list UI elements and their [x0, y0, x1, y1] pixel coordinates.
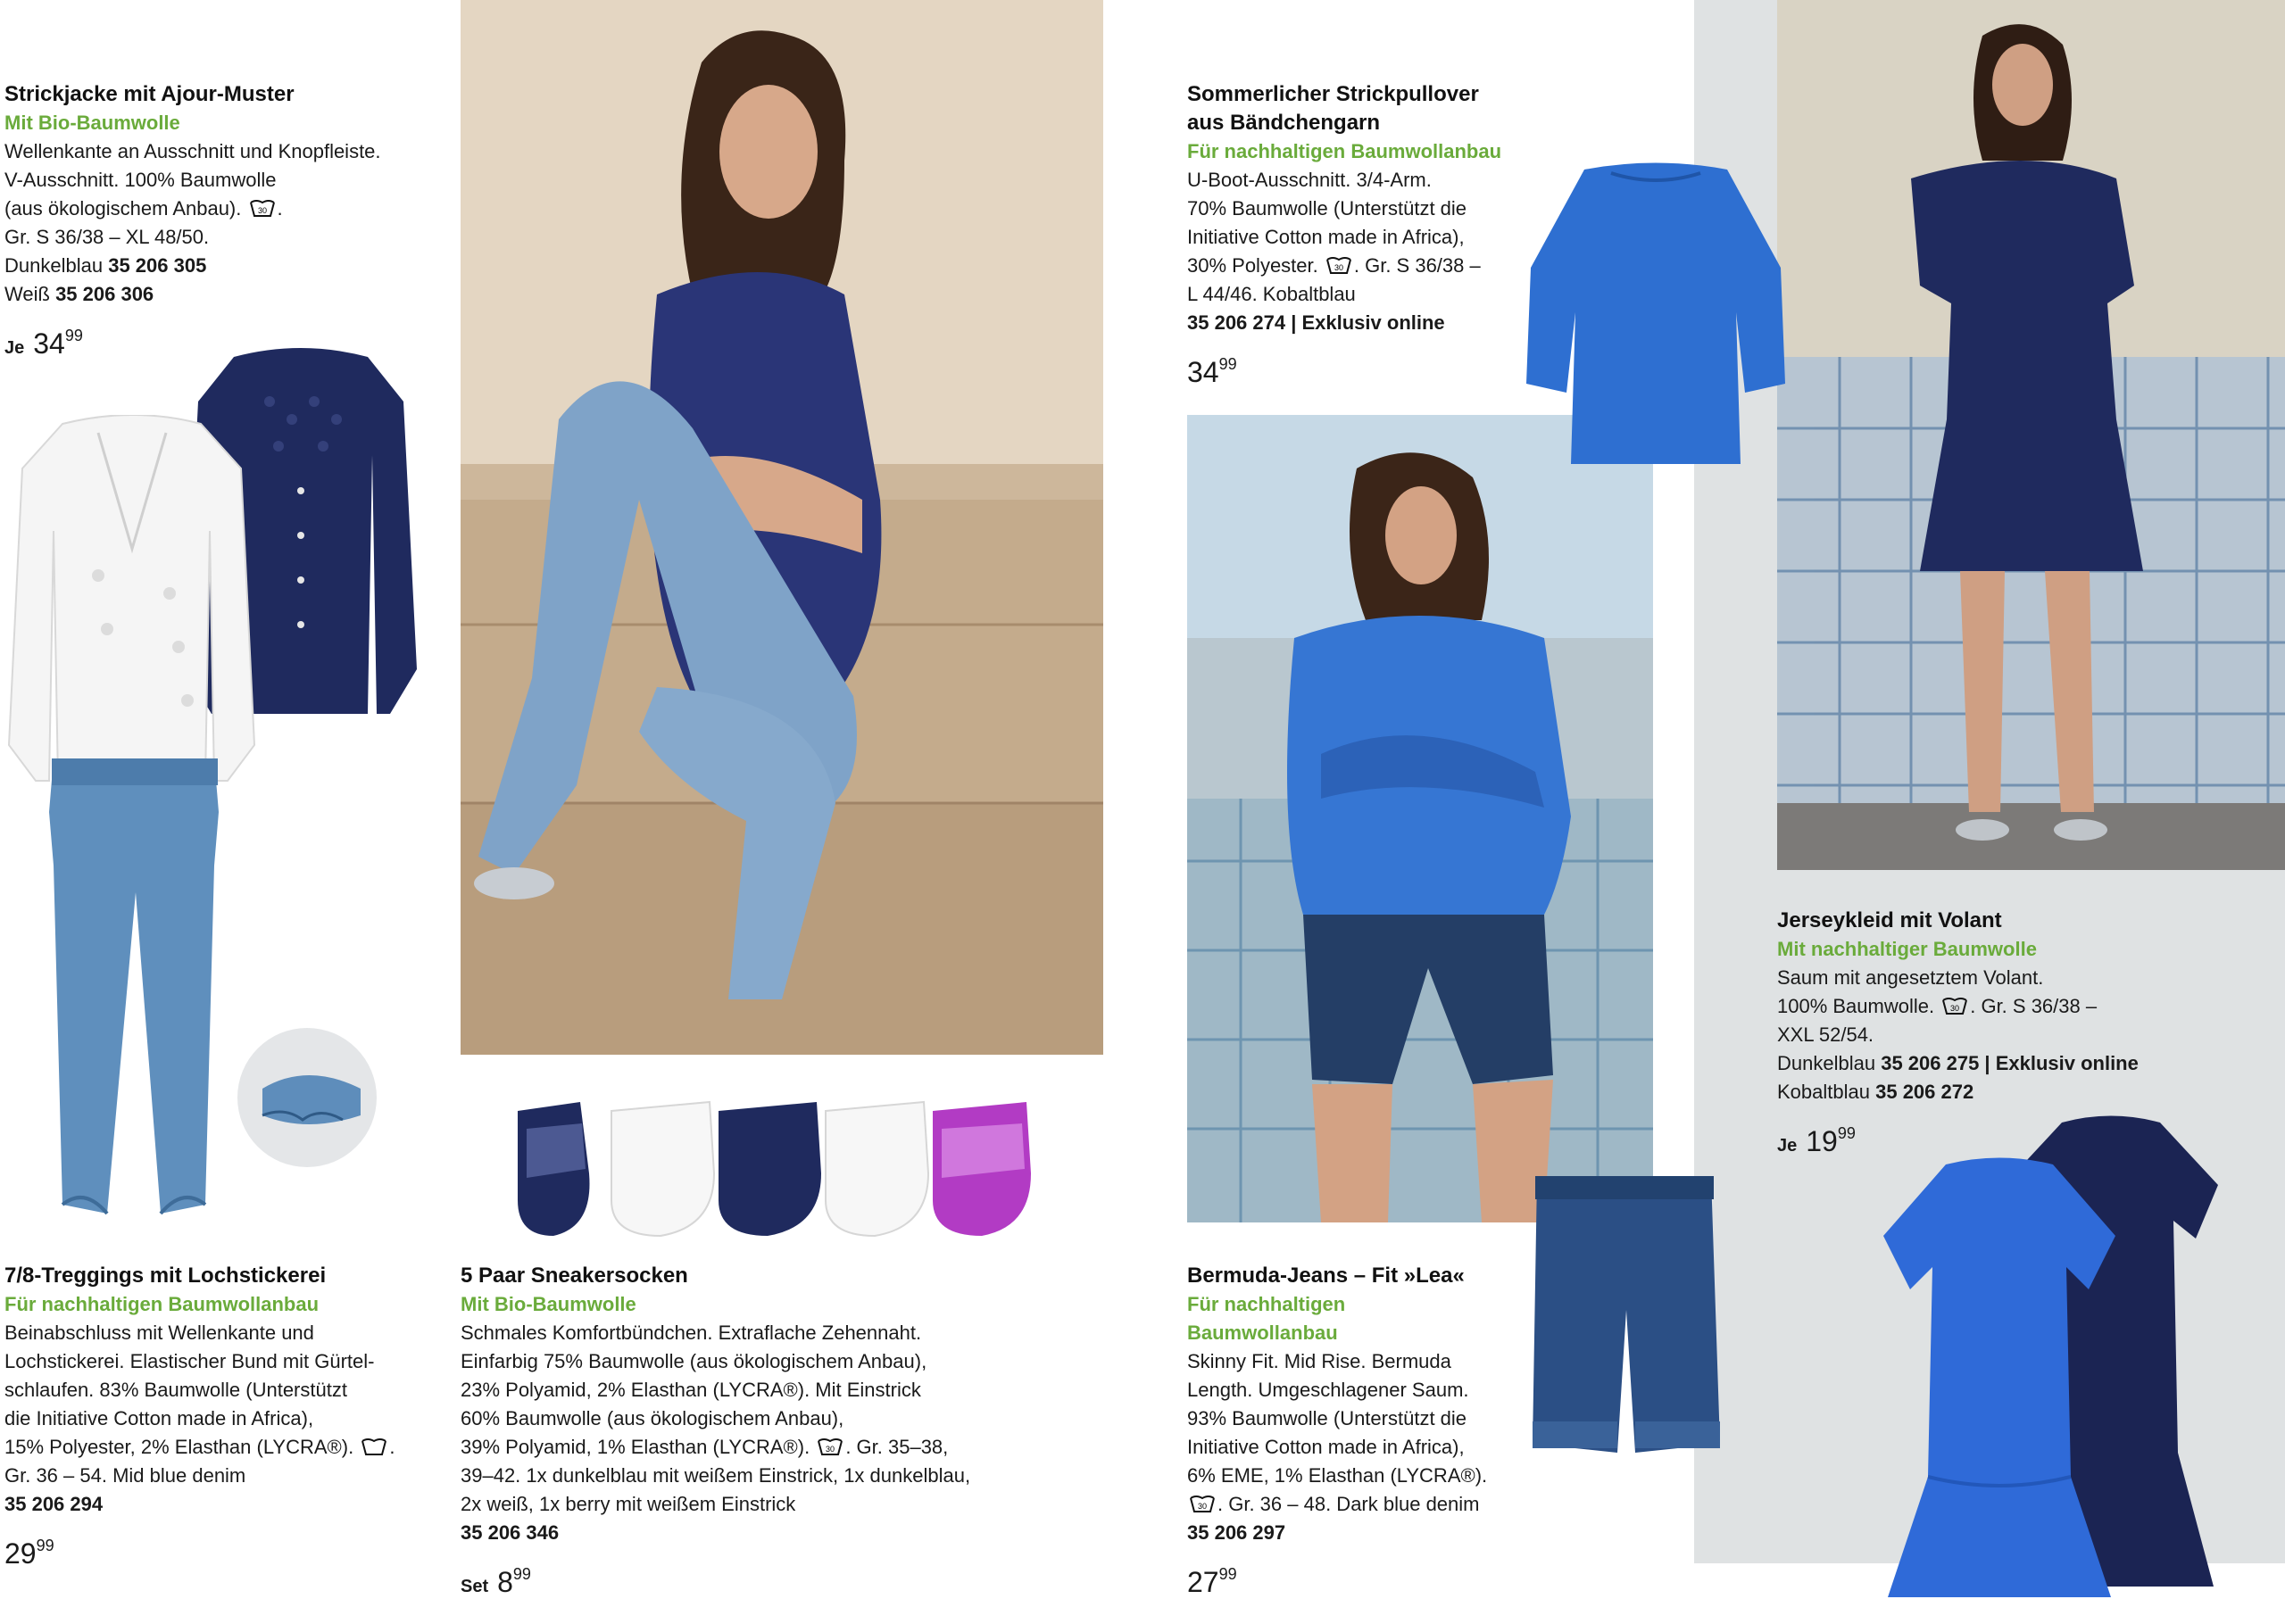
product-socks [500, 1093, 1035, 1249]
article-number: 35 206 294 [4, 1493, 104, 1515]
wash-30-icon [1325, 256, 1352, 276]
svg-text:30: 30 [1334, 263, 1343, 272]
product-bermuda-jeans [1528, 1176, 1724, 1462]
wash-30-icon [1941, 997, 1968, 1016]
product-title: 7/8-Treggings mit Lochstickerei [4, 1264, 327, 1288]
product-block-dress [1777, 907, 2188, 1162]
product-title: Strickjacke mit Ajour-Muster [4, 82, 295, 106]
article-number: 35 206 297 [1187, 1521, 1286, 1544]
product-subtitle: Für nachhaltigen Baumwollanbau [1187, 1293, 1346, 1344]
svg-text:30: 30 [1197, 1502, 1208, 1511]
price: $29^{99}$ [4, 1537, 54, 1570]
product-description: Saum mit angesetztem Volant. 100% Baumwolle. 30 . Gr. S 36/38 – XXL 52/54. [1777, 966, 2098, 1046]
product-title: Jerseykleid mit Volant [1777, 908, 2002, 932]
svg-text:30: 30 [257, 206, 267, 215]
wash-30-icon [249, 199, 276, 219]
article-number: 35 206 346 [461, 1521, 560, 1544]
article-line: Dunkelblau 35 206 275 | Exklusiv online [1777, 1052, 2139, 1074]
price: $34^{99}$ [1187, 355, 1237, 388]
product-cardigan-white [0, 415, 263, 790]
svg-text:30: 30 [826, 1445, 835, 1454]
product-block-bermuda [1187, 1262, 1544, 1598]
product-description: Wellenkante an Ausschnitt und Knopfleiste. V-Ausschnitt. 100% Baumwolle (aus ökologischem Anbau). 30 . Gr. S 36/38 – XL 48/50. [4, 140, 381, 248]
product-detail-hem-circle [236, 1026, 378, 1169]
product-title: Bermuda-Jeans – Fit »Lea« [1187, 1264, 1465, 1288]
price: $27^{99}$ [1187, 1565, 1237, 1598]
product-title: 5 Paar Sneakersocken [461, 1264, 688, 1288]
wash-30-icon [1189, 1495, 1216, 1514]
svg-text:30: 30 [1950, 1004, 1960, 1013]
product-treggings [36, 758, 232, 1222]
product-dress-cobalt [1879, 1156, 2120, 1602]
product-description: U-Boot-Ausschnitt. 3/4-Arm. 70% Baumwolle (Unterstützt die Initiative Cotton made in Africa), 30% Polyester. 30 . Gr. S 36/38 – L 44/46. Kobaltblau [1187, 169, 1481, 305]
wash-30-icon [817, 1438, 843, 1457]
price: Je $34^{99}$ [4, 327, 83, 360]
article-number: 35 206 274 | Exklusiv online [1187, 311, 1445, 334]
product-title: Sommerlicher Strickpullover aus Bändchengarn [1187, 82, 1479, 135]
price: Set $8^{99}$ [461, 1565, 531, 1598]
wash-40-icon [361, 1438, 387, 1457]
product-subtitle: Mit Bio-Baumwolle [4, 112, 180, 134]
product-block-pullover [1187, 80, 1580, 388]
photo-model-dress [1777, 0, 2285, 870]
article-line: Weiß 35 206 306 [4, 283, 154, 305]
article-line: Kobaltblau 35 206 272 [1777, 1081, 1974, 1103]
product-subtitle: Für nachhaltigen Baumwollanbau [4, 1293, 320, 1315]
product-description: Schmales Komfortbündchen. Extraflache Zehennaht. Einfarbig 75% Baumwolle (aus ökologischem Anbau), 23% Polyamid, 2% Elasthan (LYCRA®). Mit Einstrick 60% Baumwolle (aus ökologischem Anbau), 39% Polyamid, 1% Elasthan (LYCRA®). 30 . Gr. 35–38, 39–42. 1x dunkelblau mit weißem Einstrick, 1x dunkelblau, 2x weiß, 1x berry mit weißem Einstrick [461, 1322, 971, 1515]
product-block-cardigan [4, 80, 433, 364]
product-block-treggings [4, 1262, 451, 1570]
product-description: Skinny Fit. Mid Rise. Bermuda Length. Umgeschlagener Saum. 93% Baumwolle (Unterstützt die Initiative Cotton made in Africa), 6% EME, 1% Elasthan (LYCRA®). 30 . Gr. 36 – 48. Dark blue denim [1187, 1350, 1488, 1515]
price: Je $19^{99}$ [1777, 1124, 1856, 1157]
product-subtitle: Für nachhaltigen Baumwollanbau [1187, 140, 1502, 162]
product-description: Beinabschluss mit Wellenkante und Lochstickerei. Elastischer Bund mit Gürtel- schlaufen. 83% Baumwolle (Unterstützt die Initiative Cotton made in Africa), 15% Polyester, 2% Elasthan (LYCRA®). . Gr. 36 – 54. Mid blue denim [4, 1322, 395, 1487]
product-block-socks [461, 1262, 1085, 1603]
photo-model-pullover [1187, 415, 1653, 1222]
product-subtitle: Mit Bio-Baumwolle [461, 1293, 636, 1315]
article-line: Dunkelblau 35 206 305 [4, 254, 207, 277]
photo-model-cardigan [461, 0, 1103, 1055]
product-subtitle: Mit nachhaltiger Baumwolle [1777, 938, 2037, 960]
